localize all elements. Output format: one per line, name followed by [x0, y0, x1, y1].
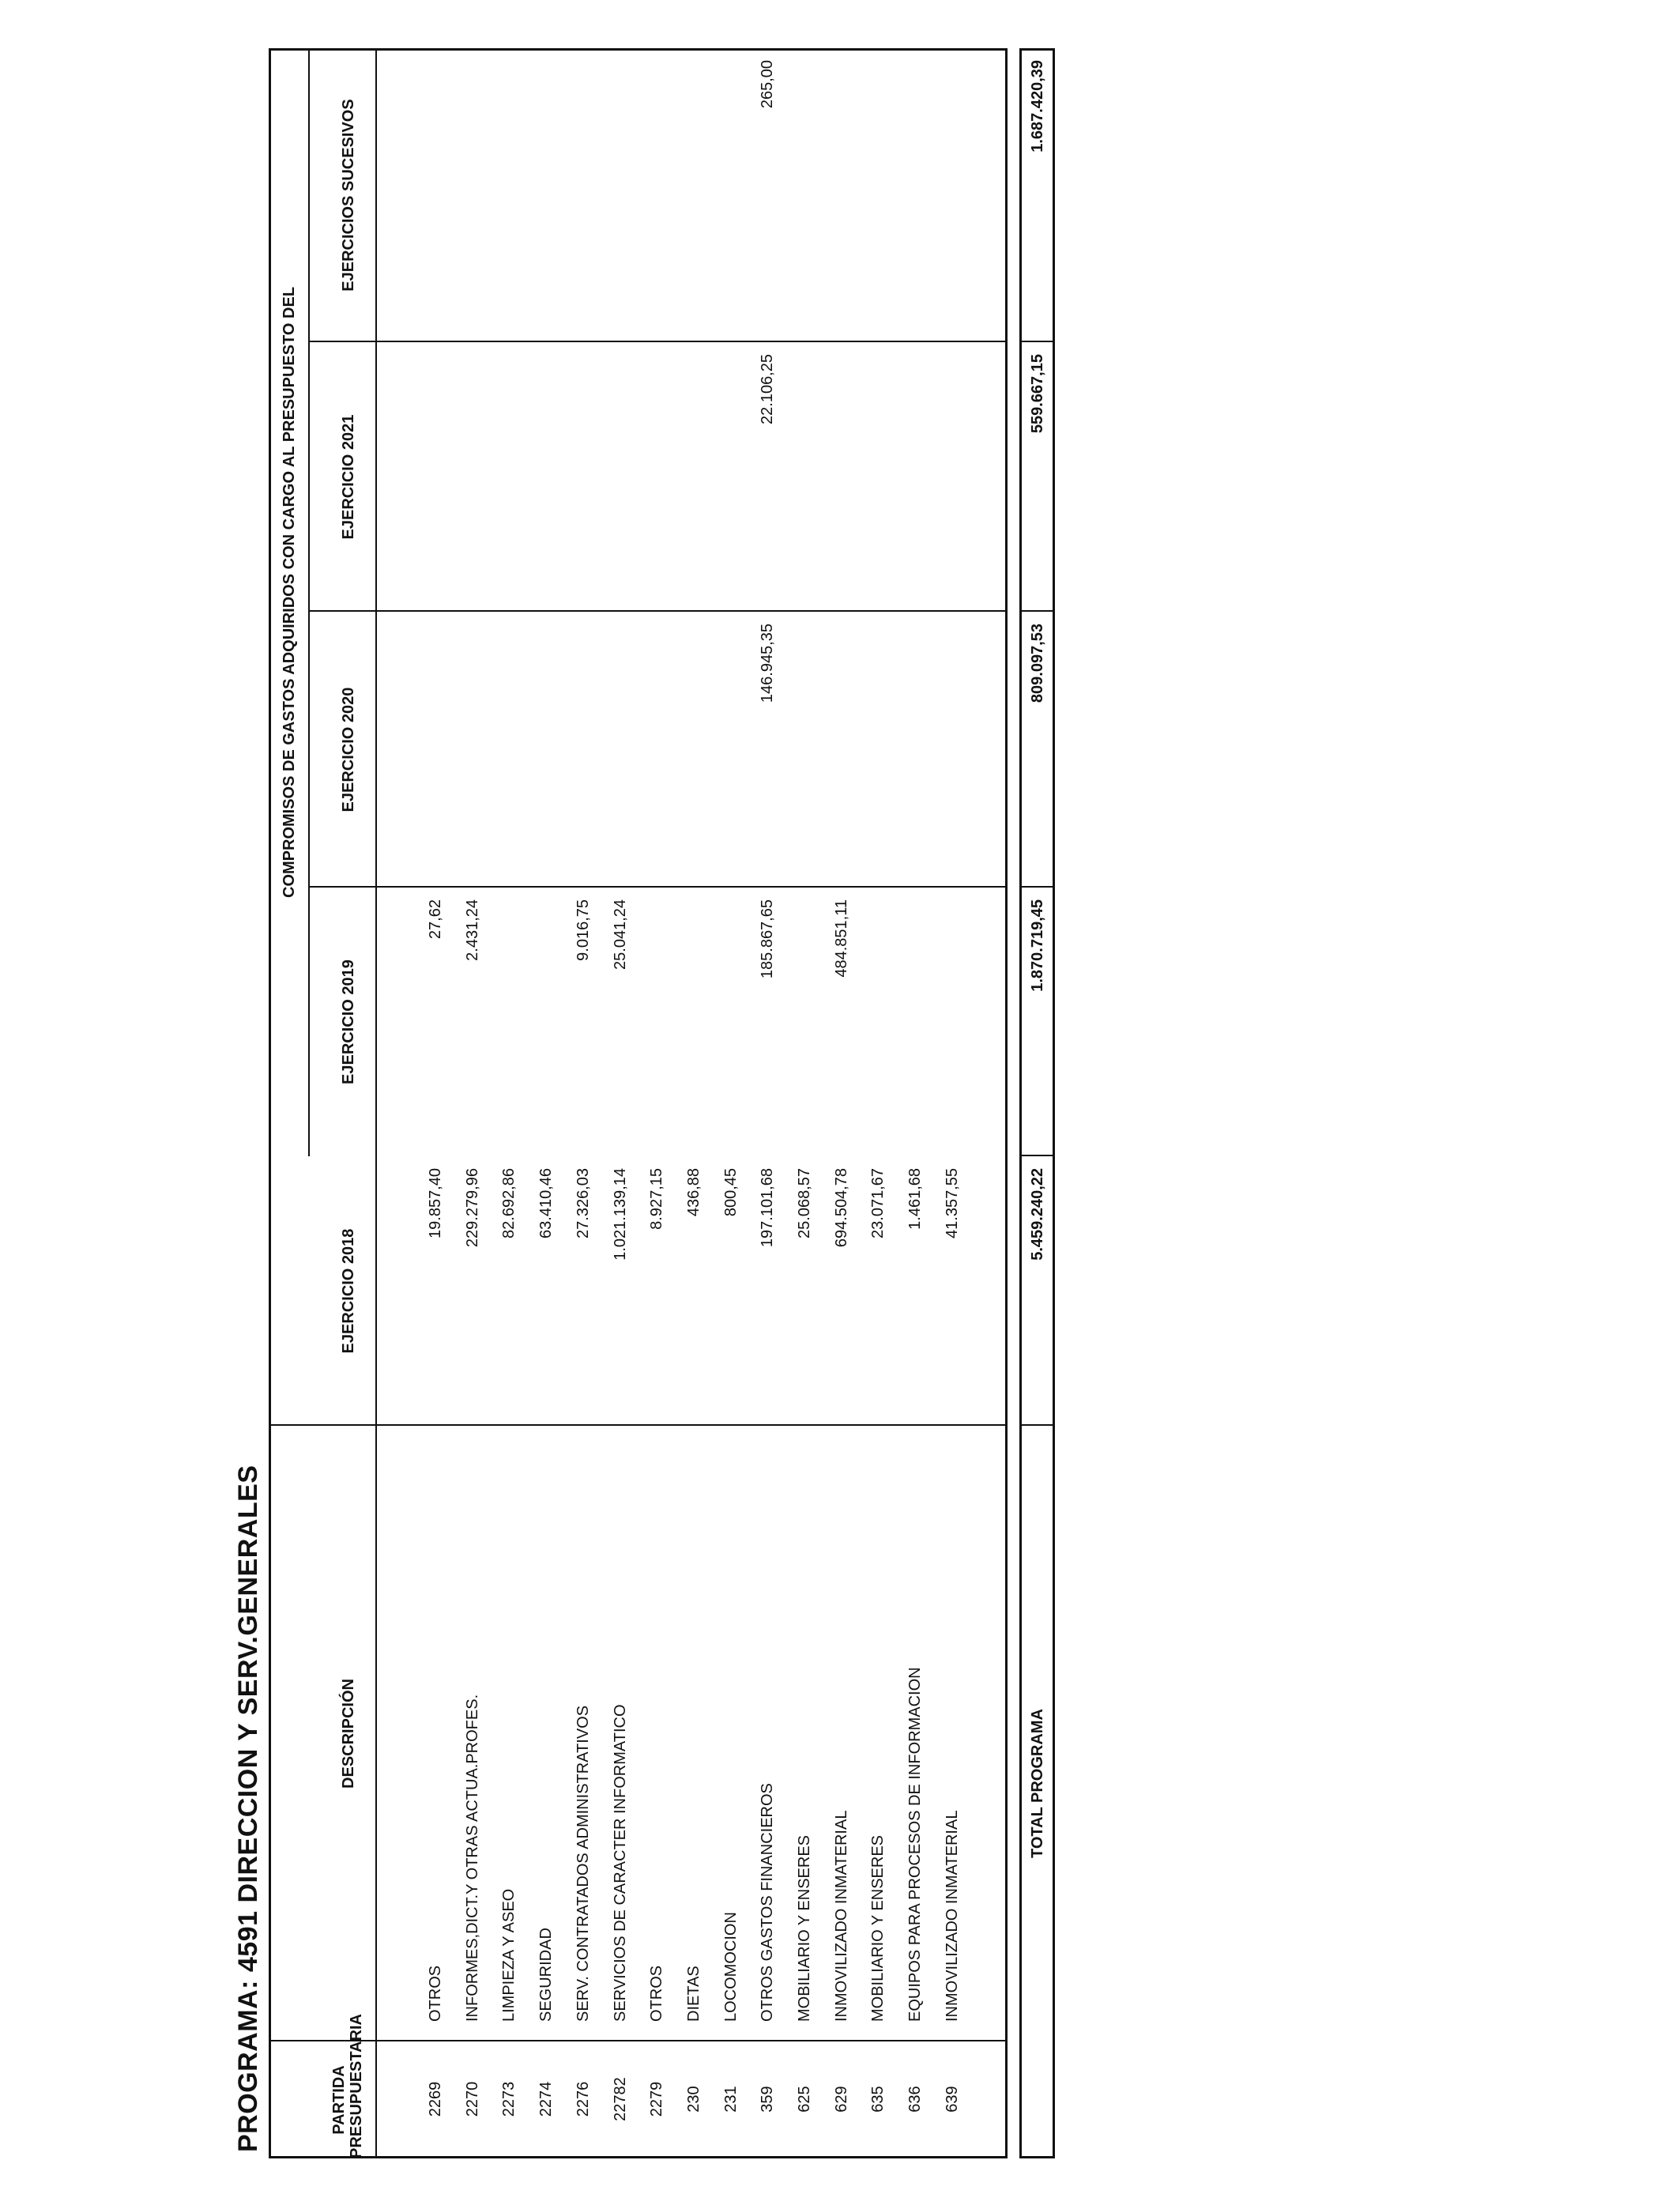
descripcion: OTROS — [648, 1965, 666, 2022]
cell-2018: 229.279,96 — [463, 1168, 481, 1248]
partida-code: 2276 — [574, 2081, 592, 2117]
col-separator — [308, 610, 1008, 612]
header-descripcion: DESCRIPCIÓN — [340, 1679, 357, 1789]
partida-code: 639 — [943, 2086, 961, 2113]
cell-2019: 484.851,11 — [832, 899, 850, 978]
descripcion: SERVICIOS DE CARACTER INFORMATICO — [611, 1704, 629, 2022]
descripcion: LOCOMOCION — [721, 1912, 740, 2022]
cell-2018: 19.857,40 — [427, 1168, 444, 1238]
total-label: TOTAL PROGRAMA — [1029, 1709, 1046, 1858]
col-separator — [308, 886, 1008, 888]
cell-2019: 25.041,24 — [611, 899, 629, 970]
cell-2019: 27,62 — [427, 899, 444, 940]
partida-code: 2269 — [427, 2081, 444, 2117]
descripcion: EQUIPOS PARA PROCESOS DE INFORMACION — [906, 1667, 925, 2022]
total-2018: 5.459.240,22 — [1029, 1168, 1046, 1261]
cell-2018: 25.068,57 — [796, 1168, 813, 1238]
cell-2018: 27.326,03 — [574, 1168, 592, 1238]
partida-code: 22782 — [611, 2077, 629, 2121]
total-2019: 1.870.719,45 — [1029, 899, 1046, 992]
cell-2018: 41.357,55 — [943, 1168, 961, 1238]
cell-2018: 1.021.139,14 — [611, 1168, 629, 1261]
partida-code: 230 — [684, 2086, 703, 2113]
header-presupuestaria: PRESUPUESTARIA — [348, 2014, 365, 2158]
descripcion: INMOVILIZADO INMATERIAL — [943, 1810, 961, 2022]
descripcion: OTROS — [427, 1965, 444, 2022]
cell-sucesivos: 265,00 — [759, 60, 777, 109]
header-ejercicio-2020: EJERCICIO 2020 — [340, 687, 357, 812]
descripcion: LIMPIEZA Y ASEO — [500, 1888, 518, 2022]
header-ejercicios-sucesivos: EJERCICIOS SUCESIVOS — [340, 99, 357, 292]
cell-2019: 9.016,75 — [574, 899, 592, 961]
descripcion: SEGURIDAD — [537, 1928, 556, 2022]
group-header-line — [308, 48, 310, 1156]
partida-code: 2270 — [463, 2081, 481, 2117]
cell-2018: 694.504,78 — [832, 1168, 850, 1248]
cell-2018: 63.410,46 — [537, 1168, 556, 1238]
partida-code: 2279 — [648, 2081, 666, 2117]
partida-code: 629 — [832, 2086, 850, 2113]
col-separator — [308, 341, 1008, 342]
cell-2018: 197.101,68 — [759, 1168, 777, 1248]
cell-2021: 22.106,25 — [759, 354, 777, 424]
cell-2018: 23.071,67 — [869, 1168, 887, 1238]
header-ejercicio-2019: EJERCICIO 2019 — [340, 959, 357, 1084]
header-ejercicio-2018: EJERCICIO 2018 — [340, 1228, 357, 1354]
program-title: PROGRAMA: 4591 DIRECCION Y SERV.GENERALES — [233, 1465, 263, 2152]
total-2020: 809.097,53 — [1029, 624, 1046, 703]
cell-2020: 146.945,35 — [759, 624, 777, 703]
cell-2018: 8.927,15 — [648, 1168, 666, 1230]
partida-code: 359 — [759, 2086, 777, 2113]
cell-2019: 185.867,65 — [759, 899, 777, 979]
col-separator — [269, 2040, 1008, 2041]
header-partida: PARTIDA — [330, 2065, 348, 2135]
cell-2018: 436,88 — [684, 1168, 703, 1217]
cell-2018: 82.692,86 — [500, 1168, 518, 1238]
cell-2018: 800,45 — [721, 1168, 740, 1217]
descripcion: MOBILIARIO Y ENSERES — [796, 1834, 813, 2022]
descripcion: INFORMES,DICT.Y OTRAS ACTUA.PROFES. — [463, 1694, 481, 2022]
partida-code: 625 — [796, 2086, 813, 2113]
total-sucesivos: 1.687.420,39 — [1029, 60, 1046, 153]
descripcion: INMOVILIZADO INMATERIAL — [832, 1810, 850, 2022]
header-group: COMPROMISOS DE GASTOS ADQUIRIDOS CON CARGO AL PRESUPUESTO DEL — [281, 286, 298, 898]
partida-code: 2273 — [500, 2081, 518, 2117]
descripcion: OTROS GASTOS FINANCIEROS — [759, 1783, 777, 2022]
cell-2018: 1.461,68 — [906, 1168, 925, 1230]
partida-code: 635 — [869, 2086, 887, 2113]
partida-code: 636 — [906, 2086, 925, 2113]
commitments-table — [269, 48, 1008, 2158]
header-bottom-line — [375, 48, 377, 2158]
partida-code: 2274 — [537, 2081, 556, 2117]
header-ejercicio-2021: EJERCICIO 2021 — [340, 414, 357, 540]
col-separator — [269, 1424, 1008, 1426]
descripcion: SERV. CONTRATADOS ADMINISTRATIVOS — [574, 1705, 592, 2022]
descripcion: DIETAS — [684, 1966, 703, 2022]
total-2021: 559.667,15 — [1029, 354, 1046, 434]
partida-code: 231 — [721, 2086, 740, 2113]
descripcion: MOBILIARIO Y ENSERES — [869, 1834, 887, 2022]
cell-2019: 2.431,24 — [463, 899, 481, 961]
